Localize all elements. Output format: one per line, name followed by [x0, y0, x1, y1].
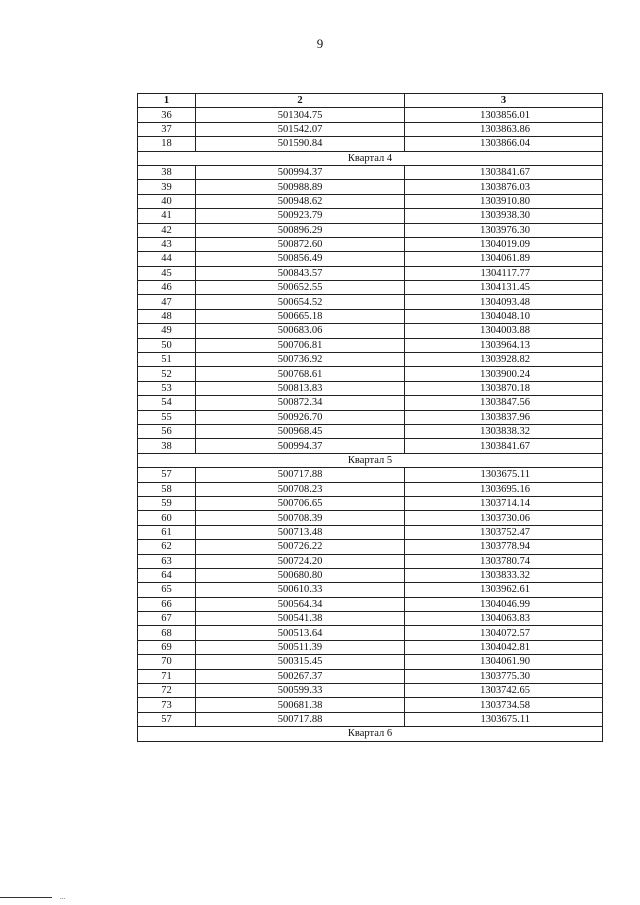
point-number: 63: [138, 554, 196, 568]
coordinate-y: 1303837.96: [405, 410, 603, 424]
coordinate-x: 500315.45: [196, 655, 405, 669]
point-number: 44: [138, 252, 196, 266]
point-number: 57: [138, 468, 196, 482]
section-title: Квартал 4: [138, 151, 603, 165]
page-number: 9: [316, 36, 324, 51]
point-number: 36: [138, 108, 196, 122]
coordinate-x: 500896.29: [196, 223, 405, 237]
section-header-row: [138, 453, 603, 467]
table-row: [138, 583, 603, 597]
table-row: [138, 410, 603, 424]
table-row: [138, 482, 603, 496]
point-number: 43: [138, 237, 196, 251]
table-row: [138, 540, 603, 554]
coordinate-y: 1303841.67: [405, 165, 603, 179]
point-number: 46: [138, 281, 196, 295]
table-row: [138, 655, 603, 669]
coordinate-x: 500872.60: [196, 237, 405, 251]
coordinate-x: 500267.37: [196, 669, 405, 683]
coordinate-y: 1303962.61: [405, 583, 603, 597]
table-row: [138, 122, 603, 136]
coordinate-x: 500564.34: [196, 597, 405, 611]
coordinate-x: 500768.61: [196, 367, 405, 381]
coordinate-y: 1303976.30: [405, 223, 603, 237]
coordinate-y: 1304131.45: [405, 281, 603, 295]
point-number: 72: [138, 684, 196, 698]
table-row: [138, 338, 603, 352]
header-col-1: 1: [138, 94, 196, 108]
table-row: [138, 381, 603, 395]
table-row: [138, 223, 603, 237]
coordinate-y: 1304061.89: [405, 252, 603, 266]
table-row: [138, 468, 603, 482]
point-number: 61: [138, 525, 196, 539]
point-number: 18: [138, 137, 196, 151]
coordinate-y: 1303675.11: [405, 468, 603, 482]
coordinate-y: 1304063.83: [405, 612, 603, 626]
table-row: [138, 281, 603, 295]
point-number: 59: [138, 496, 196, 510]
header-col-2: 2: [196, 94, 405, 108]
point-number: 70: [138, 655, 196, 669]
coordinate-x: 501590.84: [196, 137, 405, 151]
coordinate-y: 1303964.13: [405, 338, 603, 352]
header-col-3: 3: [405, 94, 603, 108]
table-row: [138, 511, 603, 525]
coordinate-x: 500708.39: [196, 511, 405, 525]
coordinate-x: 500948.62: [196, 194, 405, 208]
coordinate-x: 500706.81: [196, 338, 405, 352]
coordinate-x: 500994.37: [196, 165, 405, 179]
coordinate-x: 500843.57: [196, 266, 405, 280]
coordinate-x: 500706.65: [196, 496, 405, 510]
coordinate-x: 500541.38: [196, 612, 405, 626]
point-number: 51: [138, 353, 196, 367]
point-number: 47: [138, 295, 196, 309]
coordinate-x: 500724.20: [196, 554, 405, 568]
coordinate-x: 500872.34: [196, 396, 405, 410]
coordinate-y: 1304003.88: [405, 324, 603, 338]
table-row: [138, 525, 603, 539]
coordinate-y: 1303910.80: [405, 194, 603, 208]
coordinate-x: 500726.22: [196, 540, 405, 554]
table-row: [138, 496, 603, 510]
coordinate-x: 500511.39: [196, 640, 405, 654]
coordinate-x: 501542.07: [196, 122, 405, 136]
coordinate-y: 1303900.24: [405, 367, 603, 381]
point-number: 62: [138, 540, 196, 554]
table-row: [138, 324, 603, 338]
coordinate-y: 1303780.74: [405, 554, 603, 568]
point-number: 54: [138, 396, 196, 410]
table-row: [138, 295, 603, 309]
table-row: [138, 309, 603, 323]
coordinate-x: 500708.23: [196, 482, 405, 496]
table-row: [138, 612, 603, 626]
point-number: 68: [138, 626, 196, 640]
point-number: 53: [138, 381, 196, 395]
coordinate-y: 1304046.99: [405, 597, 603, 611]
coordinate-x: 500717.88: [196, 468, 405, 482]
point-number: 55: [138, 410, 196, 424]
point-number: 40: [138, 194, 196, 208]
point-number: 39: [138, 180, 196, 194]
coordinate-y: 1303841.67: [405, 439, 603, 453]
table-row: [138, 684, 603, 698]
point-number: 71: [138, 669, 196, 683]
coordinate-y: 1303734.58: [405, 698, 603, 712]
table-row: [138, 194, 603, 208]
point-number: 52: [138, 367, 196, 381]
coordinate-x: 500813.83: [196, 381, 405, 395]
point-number: 49: [138, 324, 196, 338]
table-row: [138, 640, 603, 654]
table-row: [138, 266, 603, 280]
table-row: [138, 424, 603, 438]
coordinate-x: 500680.80: [196, 568, 405, 582]
table-row: [138, 237, 603, 251]
point-number: 48: [138, 309, 196, 323]
table-body: [138, 108, 603, 741]
table-row: [138, 353, 603, 367]
coordinate-x: 500923.79: [196, 209, 405, 223]
point-number: 73: [138, 698, 196, 712]
footnote-mark: ...: [60, 893, 66, 901]
coordinate-x: 500988.89: [196, 180, 405, 194]
section-header-row: [138, 727, 603, 741]
coordinate-y: 1303714.14: [405, 496, 603, 510]
coordinate-y: 1304019.09: [405, 237, 603, 251]
coordinate-x: 500665.18: [196, 309, 405, 323]
table-row: [138, 108, 603, 122]
point-number: 38: [138, 439, 196, 453]
coordinate-y: 1304072.57: [405, 626, 603, 640]
coordinate-y: 1304093.48: [405, 295, 603, 309]
coordinate-x: 500968.45: [196, 424, 405, 438]
table-row: [138, 568, 603, 582]
point-number: 66: [138, 597, 196, 611]
table-row: [138, 712, 603, 726]
coordinate-x: 500994.37: [196, 439, 405, 453]
point-number: 50: [138, 338, 196, 352]
coordinate-y: 1303938.30: [405, 209, 603, 223]
point-number: 65: [138, 583, 196, 597]
coordinate-y: 1303870.18: [405, 381, 603, 395]
coordinate-y: 1303847.56: [405, 396, 603, 410]
coordinate-y: 1303833.32: [405, 568, 603, 582]
coordinate-y: 1304117.77: [405, 266, 603, 280]
point-number: 58: [138, 482, 196, 496]
section-title: Квартал 6: [138, 727, 603, 741]
coordinate-y: 1303866.04: [405, 137, 603, 151]
coordinate-y: 1303730.06: [405, 511, 603, 525]
coordinate-y: 1303675.11: [405, 712, 603, 726]
coordinate-x: 500926.70: [196, 410, 405, 424]
coordinate-y: 1303742.65: [405, 684, 603, 698]
table-row: [138, 137, 603, 151]
table-row: [138, 396, 603, 410]
table-header-row: [138, 94, 603, 108]
table-row: [138, 367, 603, 381]
point-number: 56: [138, 424, 196, 438]
point-number: 42: [138, 223, 196, 237]
table-row: [138, 252, 603, 266]
coordinate-x: 500717.88: [196, 712, 405, 726]
coordinate-y: 1304048.10: [405, 309, 603, 323]
point-number: 38: [138, 165, 196, 179]
coordinate-x: 500513.64: [196, 626, 405, 640]
footnote-divider: [0, 897, 52, 898]
point-number: 41: [138, 209, 196, 223]
coordinate-x: 500736.92: [196, 353, 405, 367]
coordinate-x: 500652.55: [196, 281, 405, 295]
coordinate-y: 1303752.47: [405, 525, 603, 539]
point-number: 69: [138, 640, 196, 654]
coordinate-x: 500713.48: [196, 525, 405, 539]
coordinate-y: 1303838.32: [405, 424, 603, 438]
coordinate-y: 1303775.30: [405, 669, 603, 683]
coordinate-x: 500599.33: [196, 684, 405, 698]
coordinate-y: 1303928.82: [405, 353, 603, 367]
coordinate-x: 500856.49: [196, 252, 405, 266]
coordinate-y: 1303876.03: [405, 180, 603, 194]
table-row: [138, 597, 603, 611]
coordinate-x: 500681.38: [196, 698, 405, 712]
section-header-row: [138, 151, 603, 165]
table-row: [138, 554, 603, 568]
coordinate-y: 1303695.16: [405, 482, 603, 496]
table-row: [138, 698, 603, 712]
point-number: 45: [138, 266, 196, 280]
point-number: 57: [138, 712, 196, 726]
table-row: [138, 165, 603, 179]
point-number: 67: [138, 612, 196, 626]
point-number: 37: [138, 122, 196, 136]
point-number: 64: [138, 568, 196, 582]
table-row: [138, 669, 603, 683]
table-row: [138, 626, 603, 640]
coordinate-x: 500654.52: [196, 295, 405, 309]
coordinates-table: [137, 93, 603, 742]
coordinate-x: 500610.33: [196, 583, 405, 597]
coordinate-y: 1303856.01: [405, 108, 603, 122]
table-row: [138, 209, 603, 223]
coordinate-x: 501304.75: [196, 108, 405, 122]
section-title: Квартал 5: [138, 453, 603, 467]
coordinate-y: 1304042.81: [405, 640, 603, 654]
coordinate-x: 500683.06: [196, 324, 405, 338]
table-row: [138, 180, 603, 194]
table-row: [138, 439, 603, 453]
point-number: 60: [138, 511, 196, 525]
coordinate-y: 1303778.94: [405, 540, 603, 554]
coordinate-y: 1303863.86: [405, 122, 603, 136]
coordinate-y: 1304061.90: [405, 655, 603, 669]
